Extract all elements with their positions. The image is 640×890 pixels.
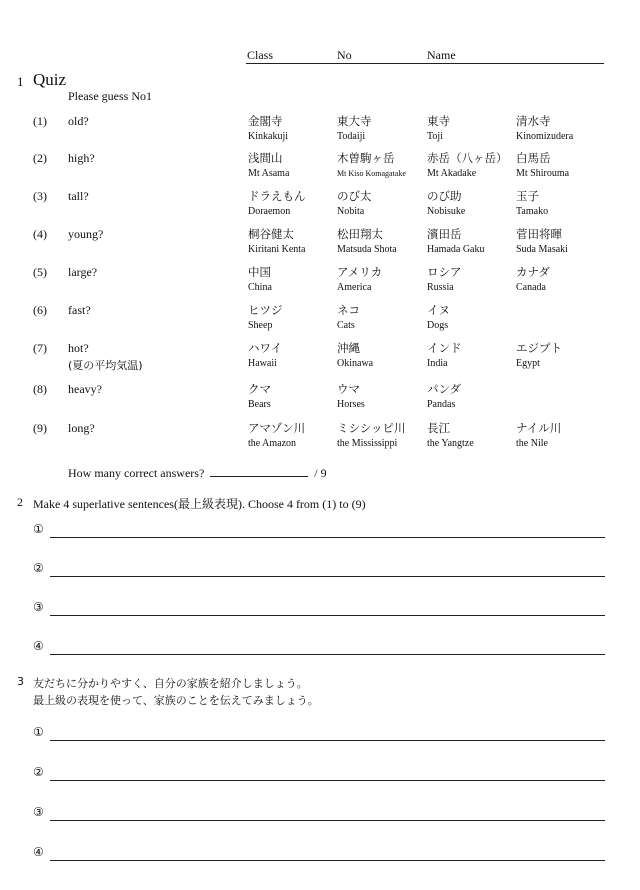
answer-choice-english: Hawaii xyxy=(248,358,277,369)
answer-choice xyxy=(516,421,608,450)
answer-choice-english: the Nile xyxy=(516,438,548,449)
no-label: No xyxy=(337,48,352,62)
answer-writing-line[interactable] xyxy=(50,654,605,655)
quiz-question-row xyxy=(0,227,640,263)
question-word: large? xyxy=(68,265,98,279)
answer-choice xyxy=(337,265,429,294)
correct-answers-prompt: How many correct answers? xyxy=(68,466,205,480)
answer-choice-english: Canada xyxy=(516,282,546,293)
answer-choice-english: Mt Shirouma xyxy=(516,168,570,179)
answer-choice-japanese: 白馬岳 xyxy=(516,151,551,165)
answer-choice xyxy=(248,189,340,218)
answer-choice-english: Cats xyxy=(337,320,355,331)
answer-choice-english: the Amazon xyxy=(248,438,297,449)
answer-choice-english: Pandas xyxy=(427,399,456,410)
answer-line-marker: ④ xyxy=(33,639,44,653)
answer-choice-japanese: 桐谷健太 xyxy=(248,227,294,241)
answer-choice xyxy=(516,227,608,256)
answer-choice-english: the Mississippi xyxy=(337,438,398,449)
answer-line-row xyxy=(33,522,605,538)
answer-choice-japanese: ロシア xyxy=(427,265,462,279)
answer-writing-line[interactable] xyxy=(50,860,605,861)
question-word: fast? xyxy=(68,303,91,317)
question-word: tall? xyxy=(68,189,89,203)
answer-choice xyxy=(427,382,519,411)
section-3-instruction-2: 最上級の表現を使って、家族のことを伝えてみましょう。 xyxy=(33,694,319,707)
answer-choice-japanese: 金閣寺 xyxy=(248,114,283,128)
quiz-instruction: Please guess No1 xyxy=(68,89,152,103)
answer-choice-japanese: 沖縄 xyxy=(337,341,360,355)
answer-choice-japanese: パンダ xyxy=(427,382,462,396)
answer-choice-japanese: 濱田岳 xyxy=(427,227,462,241)
question-number: (1) xyxy=(33,114,47,128)
answer-line-row xyxy=(33,845,605,861)
section-2-number: 2 xyxy=(17,495,23,509)
correct-answers-blank[interactable] xyxy=(210,466,308,477)
answer-choice-english: Hamada Gaku xyxy=(427,244,485,255)
answer-line-marker: ① xyxy=(33,725,44,739)
section-3-instruction-1: 友だちに分かりやすく、自分の家族を紹介しましょう。 xyxy=(33,677,308,690)
header-underline xyxy=(246,63,604,64)
answer-choice-english: the Yangtze xyxy=(427,438,474,449)
answer-choice-english: Kiritani Kenta xyxy=(248,244,306,255)
quiz-question-row xyxy=(0,114,640,150)
question-word: old? xyxy=(68,114,89,128)
answer-choice xyxy=(248,151,340,180)
question-number: (3) xyxy=(33,189,47,203)
answer-choice-japanese: ネコ xyxy=(337,303,360,317)
answer-choice-japanese: 東大寺 xyxy=(337,114,372,128)
answer-choice-english: Mt Asama xyxy=(248,168,290,179)
answer-line-row xyxy=(33,561,605,577)
answer-choice-japanese: 中国 xyxy=(248,265,271,279)
question-word: young? xyxy=(68,227,104,241)
answer-choice xyxy=(516,151,608,180)
answer-choice-japanese: のび助 xyxy=(427,189,462,203)
answer-choice-japanese: ミシシッピ川 xyxy=(337,421,406,435)
answer-choice-japanese: 浅間山 xyxy=(248,151,283,165)
answer-writing-line[interactable] xyxy=(50,576,605,577)
answer-choice xyxy=(516,114,608,143)
question-number: (4) xyxy=(33,227,47,241)
question-number: (2) xyxy=(33,151,47,165)
answer-choice-japanese: イヌ xyxy=(427,303,450,317)
answer-writing-line[interactable] xyxy=(50,780,605,781)
answer-writing-line[interactable] xyxy=(50,537,605,538)
quiz-question-row xyxy=(0,303,640,339)
answer-choice-japanese: クマ xyxy=(248,382,271,396)
answer-choice-english: America xyxy=(337,282,372,293)
answer-choice-japanese: 東寺 xyxy=(427,114,450,128)
quiz-question-row xyxy=(0,151,640,187)
answer-choice xyxy=(248,341,340,370)
answer-choice-japanese: ドラえもん xyxy=(248,189,306,203)
answer-writing-line[interactable] xyxy=(50,740,605,741)
answer-choice-japanese: ヒツジ xyxy=(248,303,283,317)
answer-choice-english: Kinomizudera xyxy=(516,131,574,142)
question-number: (9) xyxy=(33,421,47,435)
answer-choice xyxy=(337,114,429,143)
answer-line-marker: ① xyxy=(33,522,44,536)
answer-choice-english: Okinawa xyxy=(337,358,374,369)
question-number: (5) xyxy=(33,265,47,279)
answer-choice-japanese: インド xyxy=(427,341,462,355)
quiz-question-row xyxy=(0,421,640,457)
answer-choice xyxy=(427,189,519,218)
answer-choice xyxy=(337,227,429,256)
answer-choice-english: India xyxy=(427,358,448,369)
answer-choice xyxy=(337,151,429,180)
answer-choice xyxy=(427,114,519,143)
answer-choice-english: Nobita xyxy=(337,206,365,217)
answer-choice xyxy=(516,189,608,218)
answer-choice xyxy=(337,382,429,411)
answer-line-row xyxy=(33,805,605,821)
answer-choice xyxy=(427,151,519,180)
answer-choice-japanese: 清水寺 xyxy=(516,114,551,128)
answer-writing-line[interactable] xyxy=(50,615,605,616)
class-label: Class xyxy=(247,48,274,62)
answer-choice-english: Doraemon xyxy=(248,206,291,217)
answer-choice-english: Toji xyxy=(427,131,443,142)
question-word: heavy? xyxy=(68,382,102,396)
question-number: (7) xyxy=(33,341,47,355)
answer-choice-english: Mt Akadake xyxy=(427,168,477,179)
correct-answers-total: / 9 xyxy=(314,466,327,480)
answer-choice-english: Suda Masaki xyxy=(516,244,568,255)
answer-choice-japanese: アマゾン川 xyxy=(248,421,306,435)
answer-choice-japanese: のび太 xyxy=(337,189,372,203)
quiz-title: Quiz xyxy=(33,70,67,89)
answer-choice-japanese: エジプト xyxy=(516,341,562,355)
answer-choice-english: Bears xyxy=(248,399,271,410)
answer-choice-japanese: アメリカ xyxy=(337,265,383,279)
answer-choice-english: Russia xyxy=(427,282,454,293)
answer-choice-english: Sheep xyxy=(248,320,273,331)
question-subnote: (夏の平均気温) xyxy=(68,359,143,372)
answer-line-row xyxy=(33,639,605,655)
answer-choice xyxy=(427,421,519,450)
answer-line-marker: ③ xyxy=(33,805,44,819)
answer-choice xyxy=(427,227,519,256)
answer-choice-english: Nobisuke xyxy=(427,206,466,217)
answer-choice xyxy=(516,341,608,370)
answer-choice xyxy=(248,227,340,256)
question-word: high? xyxy=(68,151,95,165)
question-number: (6) xyxy=(33,303,47,317)
answer-choice xyxy=(516,265,608,294)
answer-choice-japanese: ウマ xyxy=(337,382,360,396)
answer-choice xyxy=(337,341,429,370)
answer-line-marker: ③ xyxy=(33,600,44,614)
answer-choice-english: China xyxy=(248,282,272,293)
answer-choice-japanese: 長江 xyxy=(427,421,450,435)
answer-choice-japanese: ハワイ xyxy=(248,341,283,355)
answer-choice xyxy=(427,341,519,370)
answer-line-marker: ② xyxy=(33,765,44,779)
answer-choice-japanese: 赤岳（八ヶ岳） xyxy=(427,151,508,165)
answer-choice-english: Dogs xyxy=(427,320,449,331)
answer-choice-japanese: 木曽駒ヶ岳 xyxy=(337,151,395,165)
answer-choice-japanese: カナダ xyxy=(516,265,550,279)
answer-choice-english: Matsuda Shota xyxy=(337,244,397,255)
answer-line-marker: ② xyxy=(33,561,44,575)
answer-choice xyxy=(337,303,429,332)
section-2-instruction: Make 4 superlative sentences(最上級表現). Choose 4 from (1) to (9) xyxy=(33,497,366,511)
answer-choice xyxy=(248,382,340,411)
answer-choice-english: Kinkakuji xyxy=(248,131,288,142)
answer-line-marker: ④ xyxy=(33,845,44,859)
quiz-question-row xyxy=(0,265,640,301)
quiz-question-row xyxy=(0,341,640,377)
answer-choice-english: Egypt xyxy=(516,358,540,369)
answer-choice-japanese: ナイル川 xyxy=(516,421,562,435)
answer-choice-english: Tamako xyxy=(516,206,549,217)
answer-line-row xyxy=(33,765,605,781)
answer-choice xyxy=(248,114,340,143)
question-number: (8) xyxy=(33,382,47,396)
quiz-question-row xyxy=(0,382,640,418)
answer-choice-english: Todaiji xyxy=(337,131,366,142)
answer-choice-japanese: 松田翔太 xyxy=(337,227,383,241)
answer-choice-japanese: 玉子 xyxy=(516,189,539,203)
section-3-number: 3 xyxy=(17,675,24,688)
answer-choice xyxy=(427,265,519,294)
answer-choice-japanese: 菅田将暉 xyxy=(516,227,562,241)
correct-answers-row xyxy=(68,466,327,481)
question-word: long? xyxy=(68,421,95,435)
answer-choice xyxy=(248,265,340,294)
answer-choice xyxy=(337,421,429,450)
question-word: hot? xyxy=(68,341,89,355)
answer-line-row xyxy=(33,725,605,741)
answer-line-row xyxy=(33,600,605,616)
answer-choice xyxy=(248,421,340,450)
answer-choice-english: Mt Kiso Komagatake xyxy=(337,169,406,178)
quiz-question-row xyxy=(0,189,640,225)
answer-choice-english: Horses xyxy=(337,399,365,410)
answer-choice xyxy=(248,303,340,332)
name-label: Name xyxy=(427,48,456,62)
answer-choice xyxy=(337,189,429,218)
answer-choice xyxy=(427,303,519,332)
answer-writing-line[interactable] xyxy=(50,820,605,821)
section-1-number: 1 xyxy=(17,74,24,89)
